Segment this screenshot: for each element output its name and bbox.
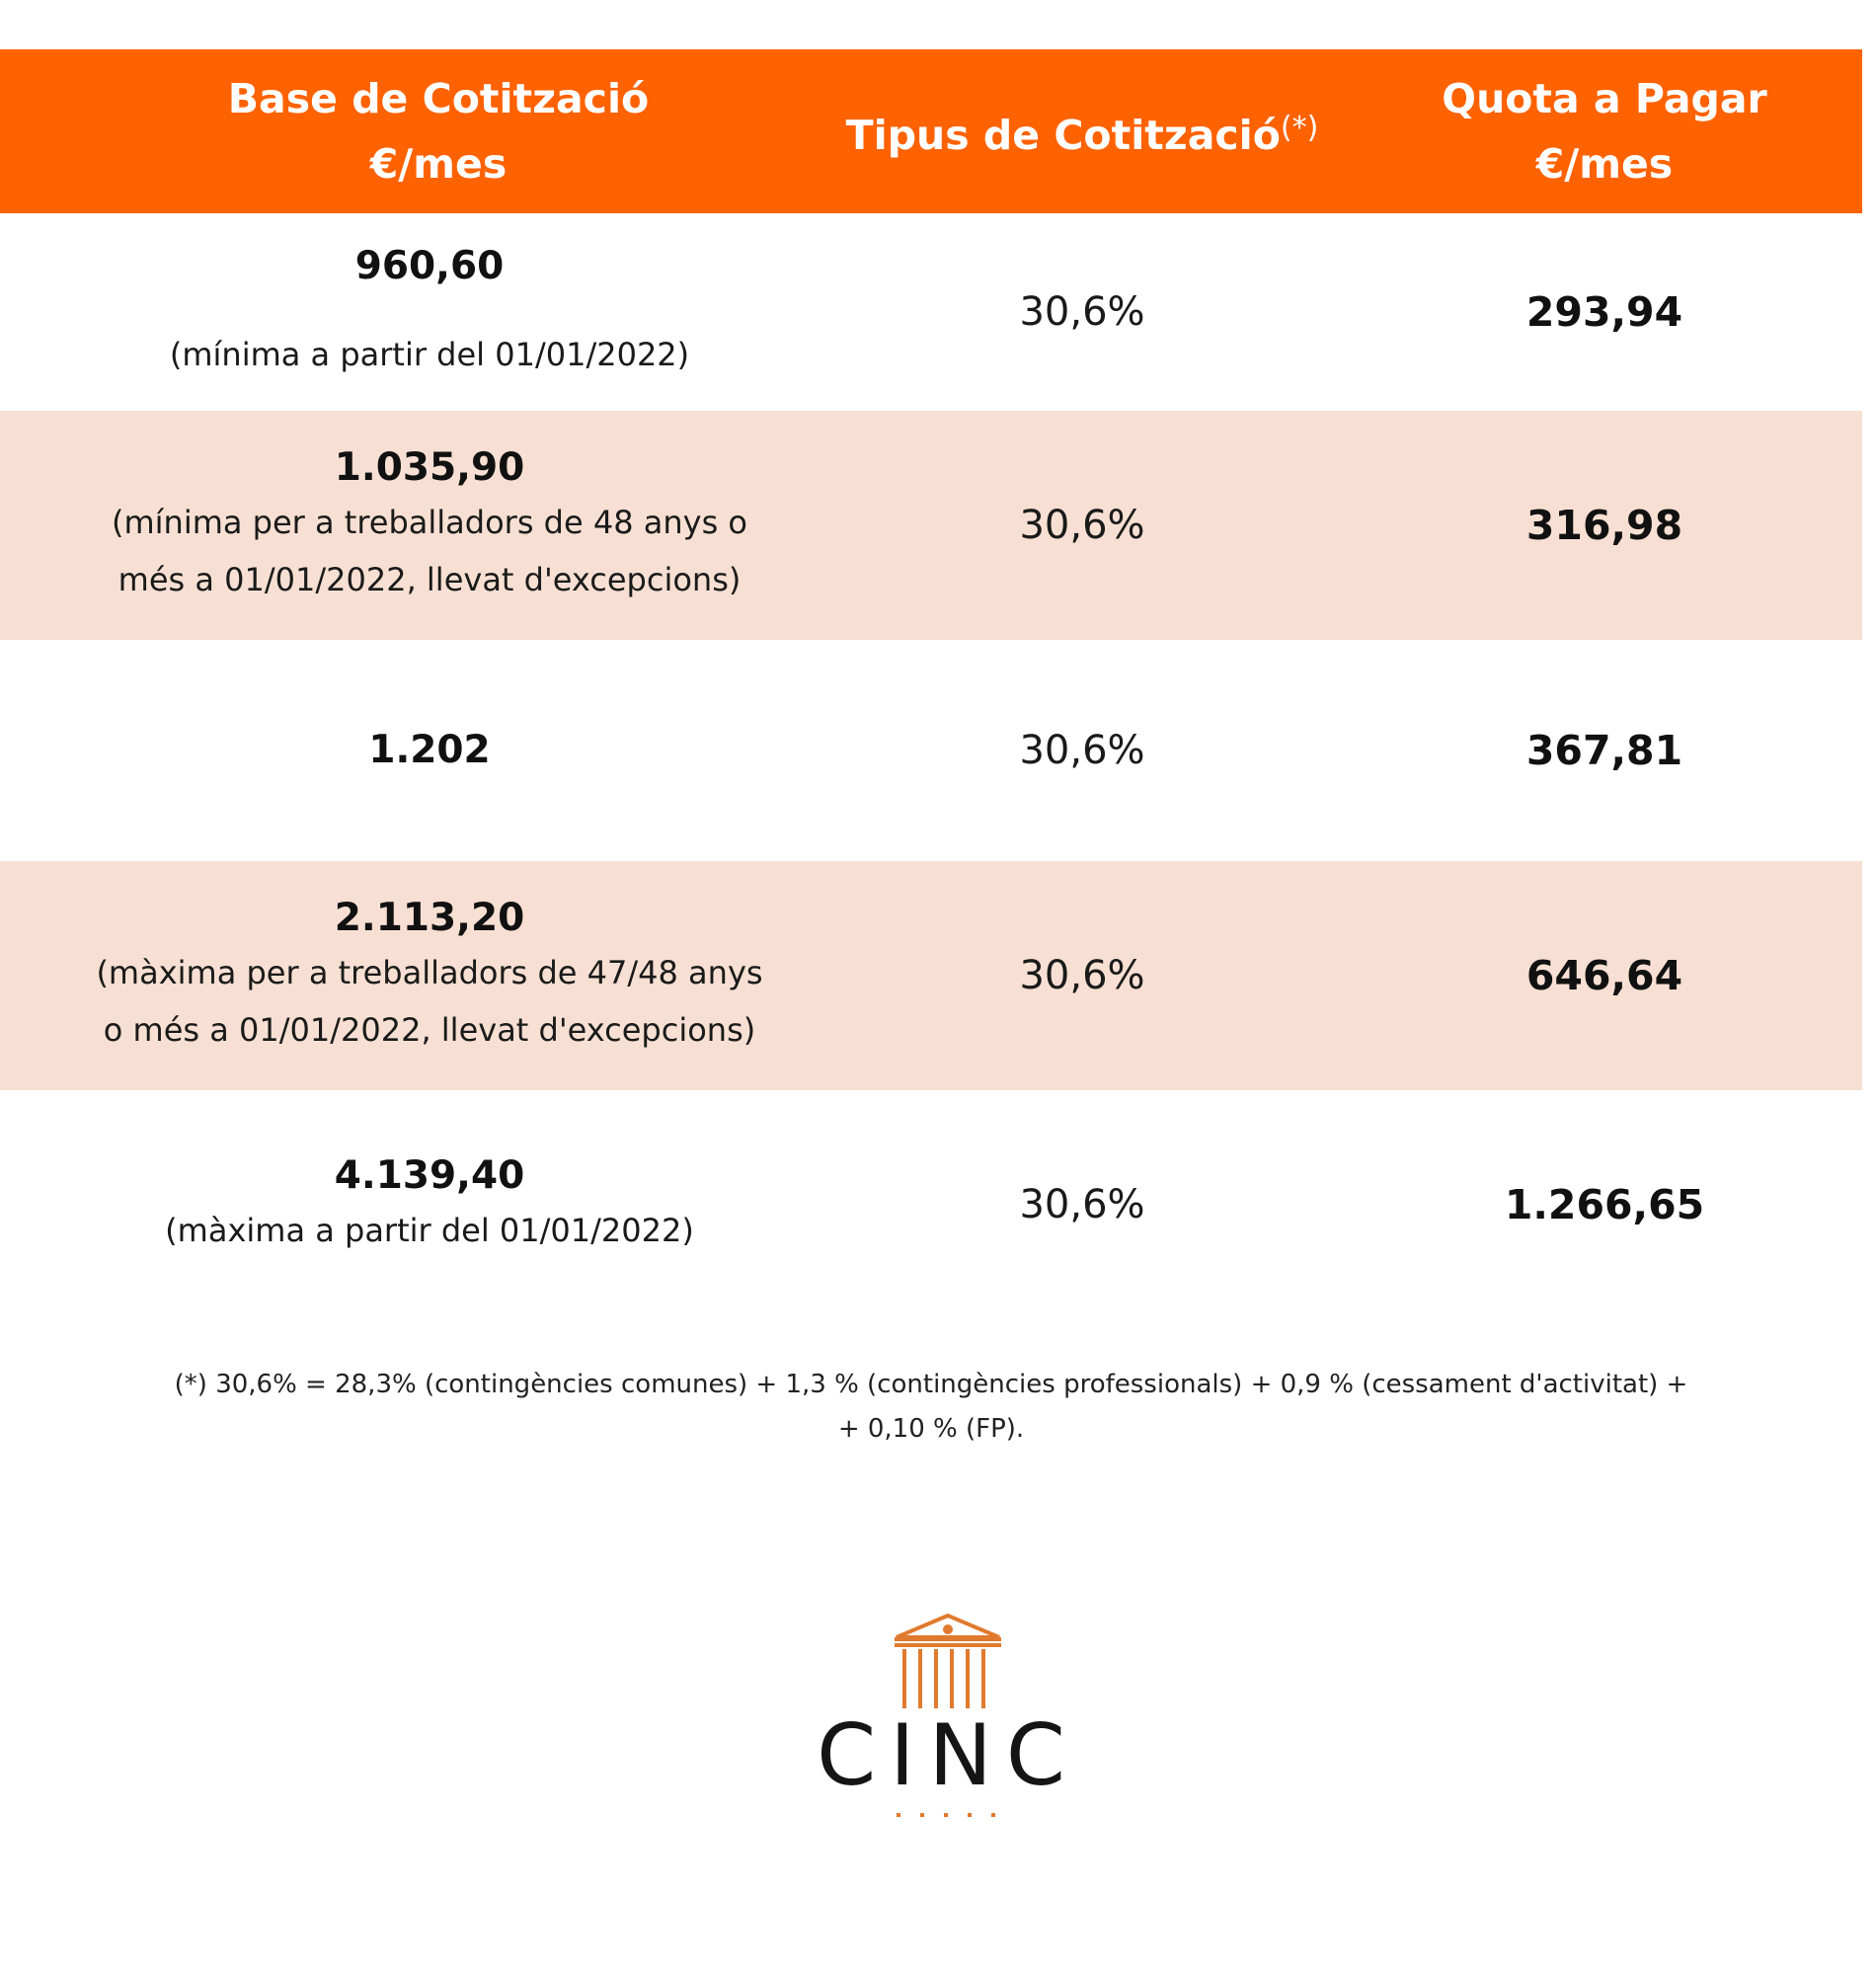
rate-cell xyxy=(865,213,1299,411)
rate-value: 30,6% xyxy=(1019,503,1145,548)
rate-cell xyxy=(865,640,1299,861)
brand-name: CINC xyxy=(817,1706,1079,1805)
base-value: 4.139,40 xyxy=(334,1153,525,1198)
quota-cell xyxy=(1398,861,1811,1090)
table-row xyxy=(0,861,1862,1090)
base-value: 1.202 xyxy=(368,728,491,772)
quota-value: 367,81 xyxy=(1525,727,1683,774)
header-base-line1: Base de Cotització xyxy=(227,75,650,122)
base-value: 1.035,90 xyxy=(334,445,525,490)
rate-value: 30,6% xyxy=(1019,1182,1145,1227)
base-cell xyxy=(39,213,820,411)
footnote-line1: (*) 30,6% = 28,3% (contingències comunes) + 1,3 % (contingències professionals) + 0,9 % (cessament d'activitat) + xyxy=(174,1370,1688,1399)
base-note: (màxima a partir del 01/01/2022) xyxy=(165,1212,694,1249)
rate-footnote xyxy=(49,1363,1813,1452)
quota-value: 646,64 xyxy=(1525,952,1683,999)
rate-cell xyxy=(865,861,1299,1090)
table-row xyxy=(0,411,1862,640)
rate-cell xyxy=(865,411,1299,640)
base-note-line2: o més a 01/01/2022, llevat d'excepcions) xyxy=(103,1011,756,1049)
base-note: (mínima a partir del 01/01/2022) xyxy=(169,336,690,373)
decorative-dots xyxy=(897,1811,1005,1819)
temple-columns-icon xyxy=(810,1610,1086,1718)
footnote-line2: + 0,10 % (FP). xyxy=(837,1414,1025,1444)
header-base-line2: €/mes xyxy=(369,140,508,188)
cinc-logo xyxy=(810,1610,1086,1827)
rate-value: 30,6% xyxy=(1019,289,1145,335)
contribution-table xyxy=(0,49,1862,1319)
quota-value: 316,98 xyxy=(1525,502,1683,549)
base-cell xyxy=(39,861,820,1090)
base-value: 2.113,20 xyxy=(334,896,525,940)
header-rate-footnote-mark: (*) xyxy=(1280,110,1319,145)
quota-value: 1.266,65 xyxy=(1504,1181,1705,1228)
base-cell xyxy=(39,640,820,861)
table-row xyxy=(0,640,1862,861)
table-header xyxy=(0,49,1862,213)
base-cell xyxy=(39,411,820,640)
base-value: 960,60 xyxy=(354,244,505,288)
header-quota-line2: €/mes xyxy=(1535,140,1674,188)
quota-cell xyxy=(1398,213,1811,411)
base-note-line1: (mínima per a treballadors de 48 anys o xyxy=(112,504,747,541)
base-note-line1: (màxima per a treballadors de 47/48 anys xyxy=(96,954,763,991)
quota-cell xyxy=(1398,411,1811,640)
base-cell xyxy=(39,1090,820,1319)
table-row xyxy=(0,213,1862,411)
base-note-line2: més a 01/01/2022, llevat d'excepcions) xyxy=(117,561,742,598)
header-rate xyxy=(766,49,1398,213)
header-rate-label: Tipus de Cotització xyxy=(845,111,1281,159)
header-quota xyxy=(1398,49,1811,213)
quota-value: 293,94 xyxy=(1525,288,1683,336)
table-row xyxy=(0,1090,1862,1319)
header-base xyxy=(0,49,877,213)
rate-cell xyxy=(865,1090,1299,1319)
header-quota-line1: Quota a Pagar xyxy=(1442,75,1767,122)
quota-cell xyxy=(1398,640,1811,861)
quota-cell xyxy=(1398,1090,1811,1319)
rate-value: 30,6% xyxy=(1019,953,1145,998)
rate-value: 30,6% xyxy=(1019,728,1145,773)
